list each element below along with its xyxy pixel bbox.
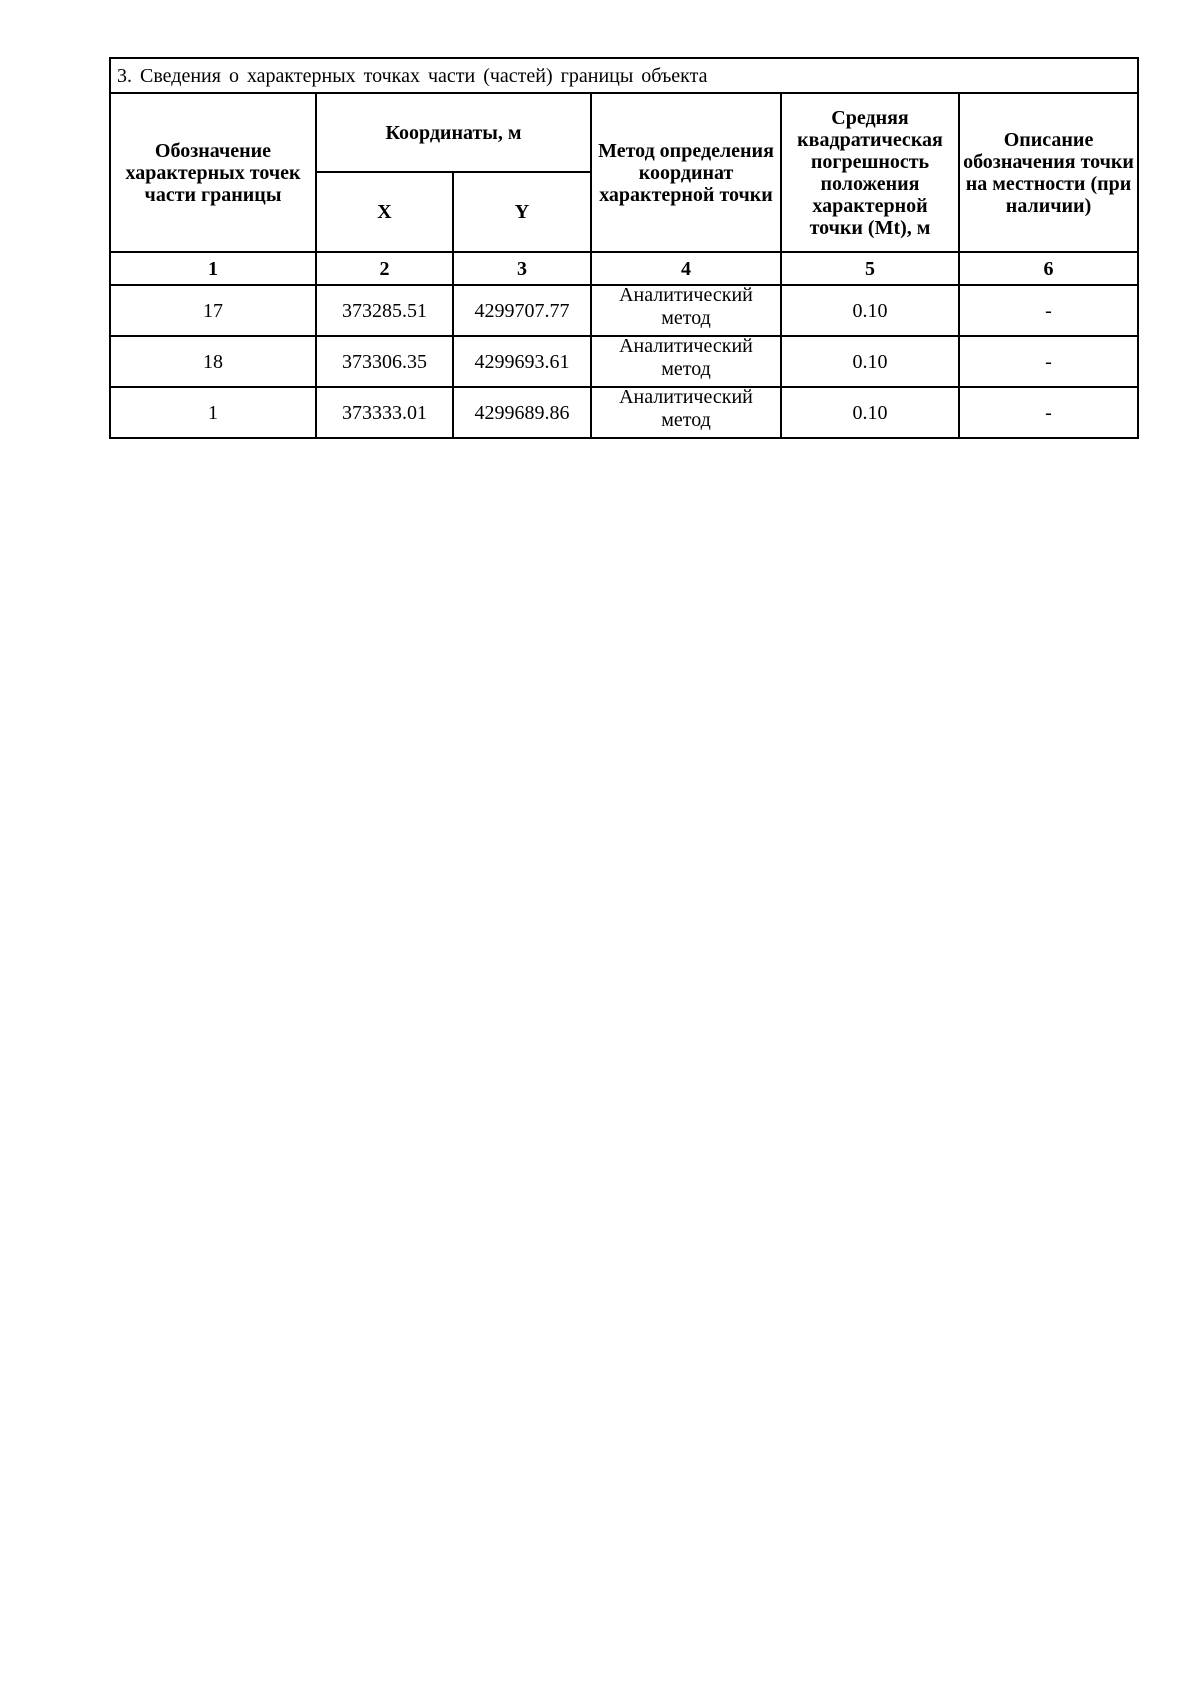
column-number: 3 — [453, 252, 591, 285]
header-coordinates: Координаты, м — [316, 93, 591, 172]
description-value: - — [959, 336, 1138, 387]
coord-x: 373285.51 — [316, 285, 453, 336]
column-number-row — [110, 252, 1138, 285]
error-value: 0.10 — [781, 387, 959, 438]
point-number: 17 — [110, 285, 316, 336]
column-number: 5 — [781, 252, 959, 285]
boundary-points-table — [109, 57, 1139, 439]
method-cell — [591, 285, 781, 336]
method-cell — [591, 336, 781, 387]
table-row — [110, 336, 1138, 387]
column-number: 6 — [959, 252, 1138, 285]
header-x: X — [316, 172, 453, 252]
coord-y: 4299693.61 — [453, 336, 591, 387]
header-description: Описание обозначения точки на местности (при наличии) — [959, 93, 1138, 252]
coord-y: 4299689.86 — [453, 387, 591, 438]
method-value: Аналитический метод — [619, 385, 753, 431]
header-designation: Обозначение характерных точек части границы — [110, 93, 316, 252]
error-value: 0.10 — [781, 285, 959, 336]
method-value: Аналитический метод — [619, 334, 753, 380]
method-value: Аналитический метод — [619, 283, 753, 329]
coord-x: 373306.35 — [316, 336, 453, 387]
column-number: 2 — [316, 252, 453, 285]
error-value: 0.10 — [781, 336, 959, 387]
point-number: 18 — [110, 336, 316, 387]
column-number: 1 — [110, 252, 316, 285]
section-title: 3. Сведения о характерных точках части (частей) границы объекта — [110, 58, 1138, 93]
table-row — [110, 387, 1138, 438]
table-row — [110, 285, 1138, 336]
description-value: - — [959, 387, 1138, 438]
point-number: 1 — [110, 387, 316, 438]
description-value: - — [959, 285, 1138, 336]
method-cell — [591, 387, 781, 438]
header-error: Средняя квадратическая погрешность положения характерной точки (Mt), м — [781, 93, 959, 252]
header-method: Метод определения координат характерной точки — [591, 93, 781, 252]
header-y: Y — [453, 172, 591, 252]
column-number: 4 — [591, 252, 781, 285]
coord-x: 373333.01 — [316, 387, 453, 438]
coord-y: 4299707.77 — [453, 285, 591, 336]
